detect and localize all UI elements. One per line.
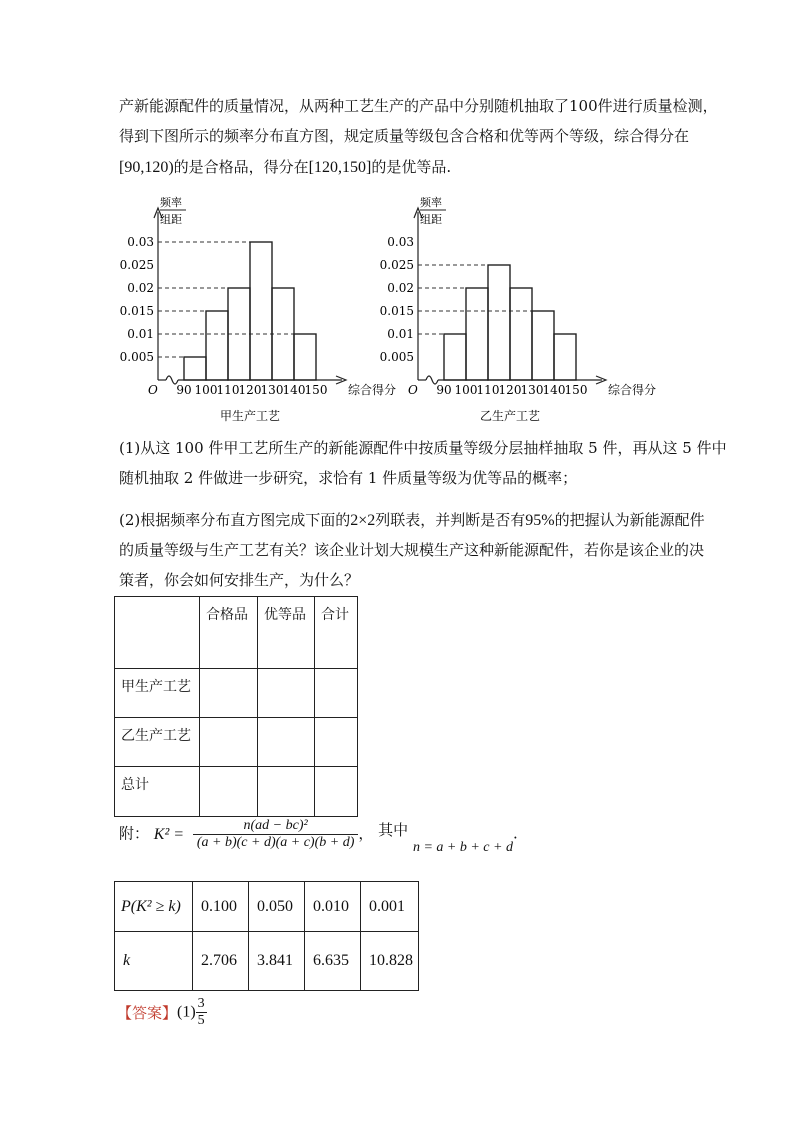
crit-p-0: 0.100 [193,882,249,932]
chart-1-xtick-3: 120 [238,383,262,397]
answer-denominator: 5 [197,1013,205,1028]
chart-1-ytick-3: 0.02 [127,281,154,295]
table-corner-cell [115,597,200,669]
chart-2-xtick-5: 140 [542,383,566,397]
row-label-jia: 甲生产工艺 [115,669,200,718]
chart-2-xtick-0: 90 [436,383,452,397]
formula-end: . [512,824,518,843]
formula-denominator: (a + b)(c + d)(a + c)(b + d) [196,835,355,850]
chart-2-ytick-2: 0.015 [379,304,414,318]
cell-yi-total[interactable] [315,718,358,767]
formula-lhs: K² = [153,825,185,843]
chart-2-bar-2 [488,265,510,380]
crit-k-0: 2.706 [193,932,249,991]
cell-total-excellent[interactable] [258,767,315,817]
interval-excellent: [120,150] [308,159,372,176]
chart-2-bar-5 [554,334,576,380]
chart-2-ytick-4: 0.025 [379,258,414,272]
row-label-yi: 乙生产工艺 [115,718,200,767]
chart-2-ytick-3: 0.02 [387,281,414,295]
question-2-line-2: 的质量等级与生产工艺有关？该企业计划大规模生产这种新能源配件，若你是该企业的决 [119,541,705,559]
question-2-line-3: 策者，你会如何安排生产，为什么？ [119,571,360,589]
intro-line-1: 产新能源配件的质量情况，从两种工艺生产的产品中分别随机抽取了100件进行质量检测， [119,97,718,115]
formula-fraction [193,818,359,851]
histogram-figure [118,190,678,425]
chart-2-xtick-2: 110 [476,383,500,397]
chart-2-bar-4 [532,311,554,380]
chart-1-ylabel-bottom: 组距 [160,213,182,226]
cell-total-qualified[interactable] [200,767,258,817]
answer-tag: 【答案】 [117,1004,178,1022]
cell-jia-qualified[interactable] [200,669,258,718]
chart-1-xlabel: 综合得分 [348,383,397,397]
crit-k-2: 6.635 [305,932,361,991]
chart-2-bar-0 [444,334,466,380]
contingency-table [114,596,358,817]
chart-1-origin: O [148,383,158,397]
formula-comma: ， [358,824,374,843]
row-label-total: 总计 [115,767,200,817]
table-size: 2×2 [350,512,376,529]
cell-total-total[interactable] [315,767,358,817]
question-1-line-1: (1)从这 100 件甲工艺所生产的新能源配件中按质量等级分层抽样抽取 5 件，再从这 5 件中 [119,439,727,457]
header-qualified: 合格品 [200,597,258,669]
header-excellent: 优等品 [258,597,315,669]
chart-1-ylabel-top: 频率 [160,196,182,209]
chart-1-xtick-0: 90 [176,383,192,397]
chart-2-xtick-3: 120 [498,383,522,397]
answer-numerator: 3 [197,996,205,1011]
chart-2-ylabel-top: 频率 [420,196,442,209]
formula-numerator: n(ad − bc)² [193,818,359,835]
question-2-text-c: 列联表，并判断是否有 [375,511,526,529]
chart-2-ytick-0: 0.005 [379,350,414,364]
formula-line [119,818,518,855]
cell-yi-qualified[interactable] [200,718,258,767]
chart-1-xtick-6: 150 [304,383,328,397]
formula-where: 其中 [378,820,409,839]
question-2-line-1 [119,510,705,531]
chart-2-ylabel-bottom: 组距 [420,213,442,226]
chart-1-ytick-0: 0.005 [119,350,154,364]
intro-text-excellent: 的是优等品. [371,158,452,176]
interval-qualified: [90,120) [119,159,174,176]
intro-line-2: 得到下图所示的频率分布直方图，规定质量等级包含合格和优等两个等级，综合得分在 [119,127,690,145]
crit-k-3: 10.828 [361,932,419,991]
chart-2-xtick-1: 100 [454,383,478,397]
chart-2-ytick-5: 0.03 [387,235,414,249]
chart-1-ytick-2: 0.015 [119,304,154,318]
answer-part: (1) [177,1003,196,1021]
chart-1-bar-0 [184,357,206,380]
chart-2-origin: O [408,383,418,397]
cell-jia-excellent[interactable] [258,669,315,718]
chart-1-title: 甲生产工艺 [219,409,281,423]
critical-value-table [114,881,419,991]
chart-1-xtick-1: 100 [194,383,218,397]
chart-1-bar-5 [294,334,316,380]
header-total: 合计 [315,597,358,669]
chart-1-bar-1 [206,311,228,380]
chart-2-ytick-1: 0.01 [387,327,414,341]
answer-line [117,996,207,1029]
chart-2-xtick-4: 130 [520,383,544,397]
answer-fraction [196,996,207,1029]
chart-1-bar-4 [272,288,294,380]
chart-1-xtick-5: 140 [282,383,306,397]
crit-k-1: 3.841 [249,932,305,991]
question-1-line-2: 随机抽取 2 件做进一步研究，求恰有 1 件质量等级为优等品的概率； [119,469,578,487]
question-2-text-e: 的把握认为新能源配件 [554,511,705,529]
formula-prefix: 附： [119,824,150,843]
chart-1-xtick-4: 130 [260,383,284,397]
cell-yi-excellent[interactable] [258,718,315,767]
chart-2-xtick-6: 150 [564,383,588,397]
question-2-text-a: (2)根据频率分布直方图完成下面的 [119,511,351,529]
formula-n-definition: n = a + b + c + d [412,839,513,855]
confidence-level: 95% [525,512,555,529]
chart-1-ytick-4: 0.025 [119,258,154,272]
crit-p-1: 0.050 [249,882,305,932]
chart-1-ytick-5: 0.03 [127,235,154,249]
cell-jia-total[interactable] [315,669,358,718]
chart-2-bar-1 [466,288,488,380]
intro-text-qualified: 的是合格品，得分在 [173,158,309,176]
chart-1-xtick-2: 110 [216,383,240,397]
intro-line-3 [119,157,451,178]
crit-p-3: 0.001 [361,882,419,932]
chart-1-ytick-1: 0.01 [127,327,154,341]
crit-p-2: 0.010 [305,882,361,932]
crit-row2-label: k [115,932,193,991]
chart-1-bar-3 [250,242,272,380]
chart-2-bar-3 [510,288,532,380]
crit-row1-label: P(K² ≥ k) [115,882,193,932]
chart-2-xlabel: 综合得分 [608,383,657,397]
chart-2-title: 乙生产工艺 [479,409,541,423]
